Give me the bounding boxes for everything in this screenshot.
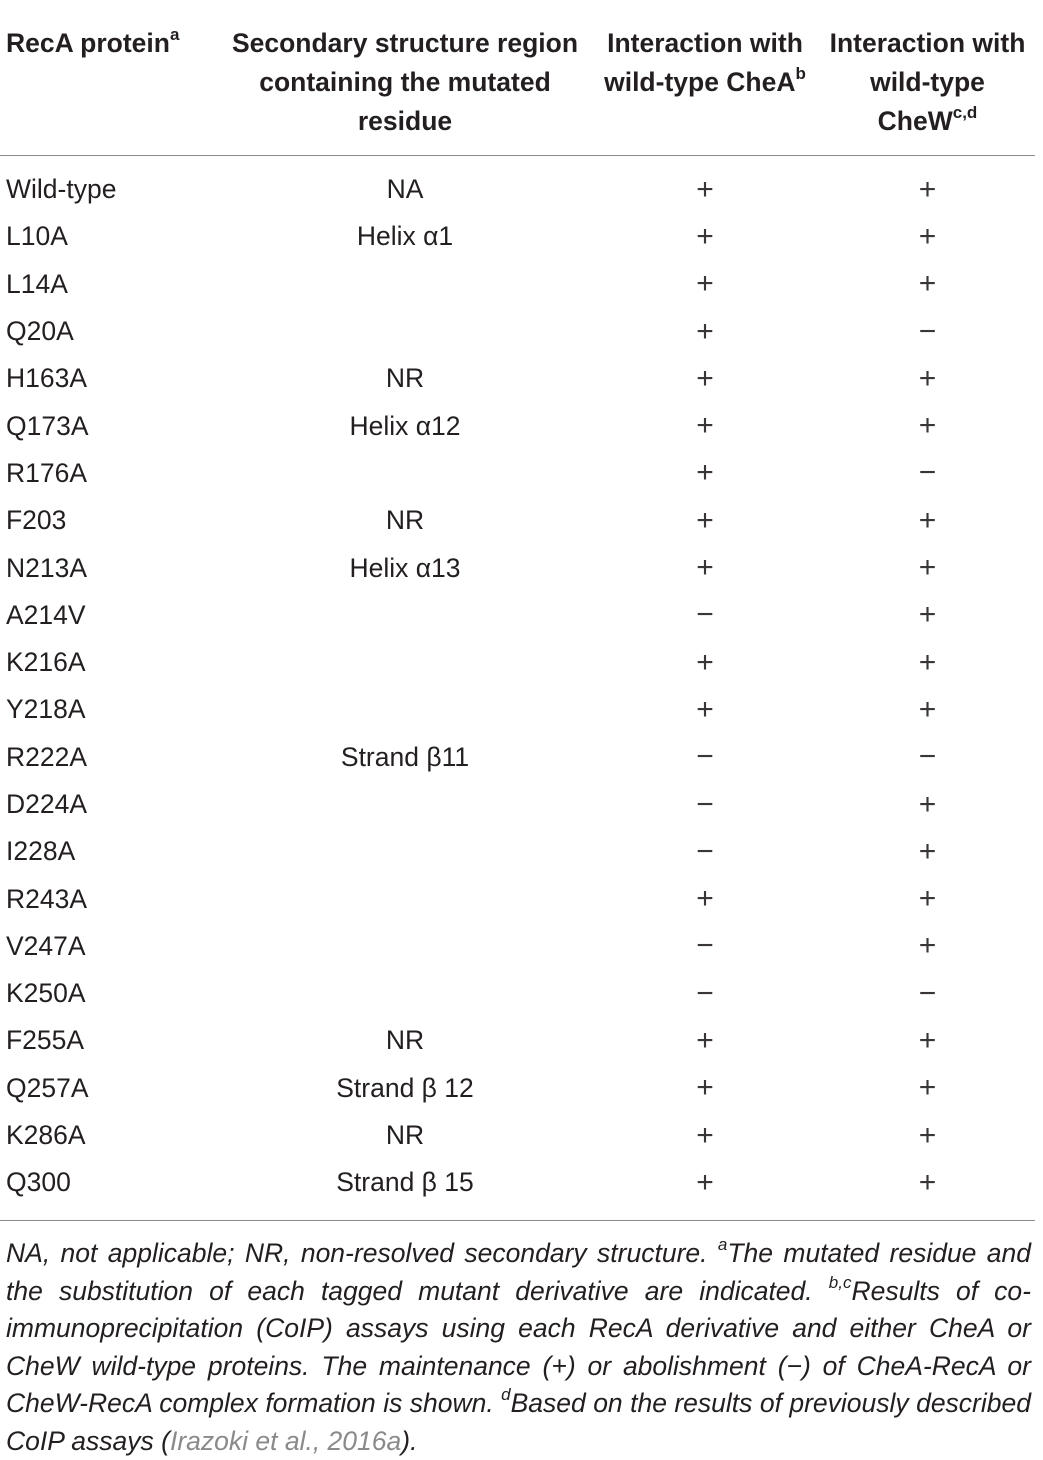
cell-chew: + — [918, 409, 937, 443]
cell-region — [220, 450, 590, 497]
cell-chea: + — [696, 1118, 714, 1152]
cell-region: NR — [385, 1025, 425, 1056]
cell-region: Strand β11 — [340, 741, 470, 772]
cell-chea: + — [696, 314, 714, 348]
table-row — [0, 781, 1035, 828]
table-row — [0, 213, 1035, 260]
cell-protein: Q20A — [6, 316, 74, 347]
cell-region — [220, 781, 590, 828]
cell-chew: + — [918, 219, 937, 253]
header-secondary-structure: Secondary structure region containing the mutated residue — [220, 12, 590, 156]
cell-chea: + — [696, 456, 714, 490]
table-row — [0, 1017, 1035, 1064]
cell-region — [220, 592, 590, 639]
table-header — [0, 12, 1035, 156]
cell-chew: + — [918, 503, 937, 537]
table-row — [0, 639, 1035, 686]
cell-region — [220, 828, 590, 875]
cell-chea: + — [696, 882, 714, 916]
cell-chea: − — [696, 787, 714, 821]
cell-region: Helix α12 — [349, 410, 461, 441]
cell-protein: Q173A — [6, 410, 89, 441]
table-row — [0, 1112, 1035, 1159]
header-reca-protein: RecA protein$^a$ — [0, 12, 220, 156]
cell-region: NR — [385, 1120, 425, 1151]
cell-protein: D224A — [6, 789, 88, 819]
cell-protein: V247A — [6, 930, 86, 961]
cell-region — [220, 923, 590, 970]
cell-chew: + — [918, 929, 937, 963]
cell-region — [220, 875, 590, 922]
table-row — [0, 308, 1035, 355]
cell-protein: N213A — [6, 552, 88, 583]
cell-chea: + — [696, 1071, 714, 1105]
table-row — [0, 497, 1035, 544]
cell-region — [220, 686, 590, 733]
table-body — [0, 156, 1035, 1217]
cell-protein: Wild-type — [6, 174, 117, 205]
cell-protein: Y218A — [6, 694, 86, 725]
table-row — [0, 355, 1035, 402]
cell-region: Strand β 15 — [336, 1167, 474, 1198]
cell-chea: + — [696, 1023, 714, 1057]
citation-link[interactable]: Irazoki et al., 2016a — [169, 1425, 402, 1456]
cell-chea: + — [696, 219, 714, 253]
cell-chew: + — [918, 692, 937, 726]
cell-chew: + — [918, 172, 937, 206]
table-row — [0, 402, 1035, 449]
cell-chew: − — [918, 314, 937, 348]
cell-region — [220, 639, 590, 686]
cell-region: Helix α13 — [349, 552, 461, 583]
cell-region — [220, 308, 590, 355]
cell-chea: − — [696, 929, 714, 963]
cell-protein: L14A — [6, 268, 68, 299]
table-footnote: NA, not applicable; NR, non-resolved secondary structure. $^a$The mutated residue and the substitution of each tagged mutant derivative are indicated. $^{b,c}$Results of co-immunoprecipitation (CoIP) assays using each RecA derivative and either CheA or CheW wild-type proteins. The maintenance (+) or abolishment (−) of CheA-RecA or CheW-RecA complex formation is shown. $^d$Based on the results of previously described CoIP assays (Irazoki et al., 2016a). — [0, 1220, 1035, 1460]
cell-protein: R222A — [6, 741, 88, 772]
table-row — [0, 450, 1035, 497]
table-row — [0, 1065, 1035, 1112]
cell-protein: I228A — [6, 836, 76, 867]
cell-region: NR — [385, 505, 425, 536]
cell-chew: + — [918, 551, 937, 585]
cell-chea: + — [696, 692, 714, 726]
cell-protein: K250A — [6, 978, 86, 1009]
table-row — [0, 261, 1035, 308]
table-row — [0, 734, 1035, 781]
cell-region — [220, 261, 590, 308]
cell-region — [220, 970, 590, 1017]
cell-chew: − — [918, 976, 937, 1010]
cell-chea: + — [696, 551, 714, 585]
cell-protein: A214V — [6, 599, 86, 630]
cell-chew: − — [918, 456, 937, 490]
cell-chew: + — [918, 1071, 937, 1105]
cell-chea: − — [696, 740, 714, 774]
cell-protein: Q300 — [6, 1167, 71, 1198]
table-row — [0, 592, 1035, 639]
table-row — [0, 923, 1035, 970]
table-row — [0, 686, 1035, 733]
cell-protein: K216A — [6, 647, 86, 678]
cell-chew: + — [918, 1165, 937, 1199]
data-table — [0, 12, 1035, 1217]
table-row — [0, 544, 1035, 591]
cell-chew: − — [918, 740, 937, 774]
cell-region: NA — [386, 174, 424, 205]
cell-chea: − — [696, 976, 714, 1010]
cell-protein: L10A — [6, 221, 68, 252]
cell-chea: + — [696, 361, 714, 395]
cell-chea: + — [696, 503, 714, 537]
cell-chew: + — [918, 787, 937, 821]
header-chea-interaction: Interaction with wild-type CheA$^b$ — [590, 12, 820, 156]
cell-chew: + — [918, 361, 937, 395]
table-row — [0, 970, 1035, 1017]
cell-protein: R176A — [6, 457, 88, 488]
cell-chew: + — [918, 267, 937, 301]
cell-chea: + — [696, 267, 714, 301]
cell-chew: + — [918, 1023, 937, 1057]
table-row — [0, 828, 1035, 875]
cell-chew: + — [918, 645, 937, 679]
cell-chew: + — [918, 882, 937, 916]
cell-chea: + — [696, 645, 714, 679]
cell-chea: + — [696, 172, 714, 206]
table-row — [0, 1159, 1035, 1216]
cell-region: NR — [385, 363, 425, 394]
table-row — [0, 875, 1035, 922]
cell-protein: K286A — [6, 1120, 86, 1151]
cell-protein: H163A — [6, 363, 88, 394]
cell-chew: + — [918, 1118, 937, 1152]
cell-protein: R243A — [6, 883, 88, 914]
cell-protein: F203 — [6, 505, 67, 536]
cell-chea: + — [696, 1165, 714, 1199]
cell-chea: − — [696, 598, 714, 632]
cell-chew: + — [918, 598, 937, 632]
table-row — [0, 156, 1035, 214]
cell-chea: − — [696, 834, 714, 868]
cell-protein: F255A — [6, 1025, 85, 1056]
cell-protein: Q257A — [6, 1072, 89, 1103]
cell-region: Strand β 12 — [336, 1072, 474, 1103]
cell-chew: + — [918, 834, 937, 868]
cell-region: Helix α1 — [356, 221, 454, 252]
header-chew-interaction: Interaction with wild-type CheW$^{c,d}$ — [820, 12, 1035, 156]
cell-chea: + — [696, 409, 714, 443]
